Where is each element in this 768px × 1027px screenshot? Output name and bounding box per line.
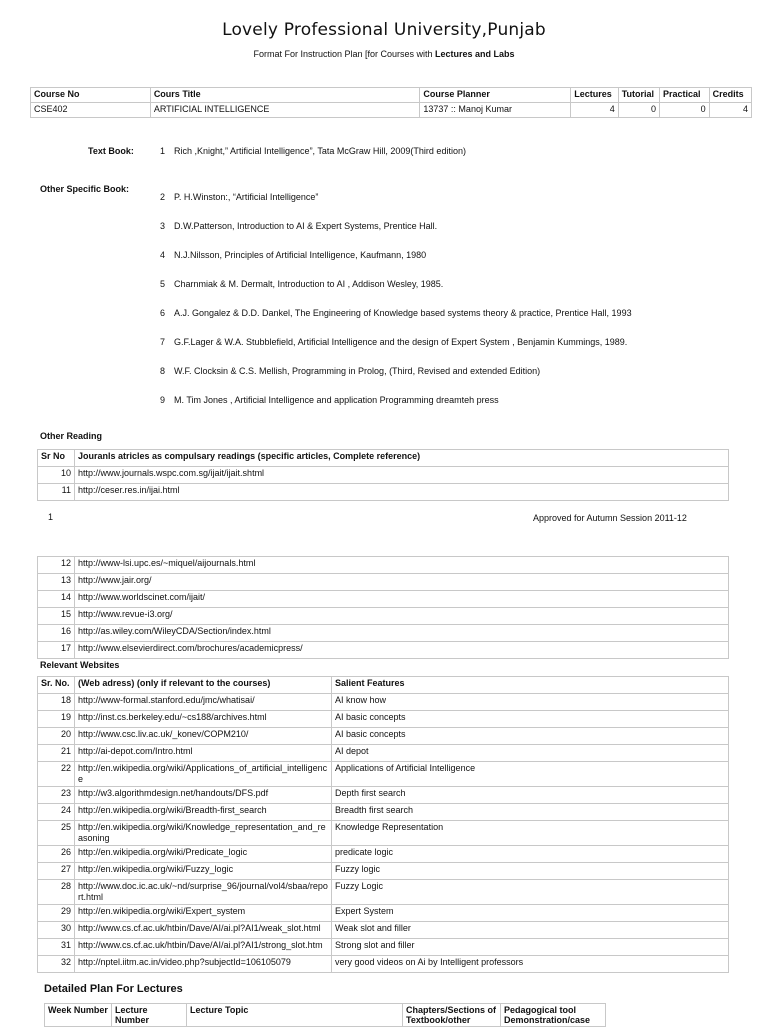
table-row — [38, 922, 729, 939]
salient-feature: Depth first search — [332, 787, 729, 804]
lecture-header-cell: Lecture Number — [112, 1004, 187, 1027]
website-link[interactable]: http://nptel.iitm.ac.in/video.php?subjectId=106105079 — [75, 956, 332, 973]
course-data-row — [31, 103, 752, 118]
website-link[interactable]: http://en.wikipedia.org/wiki/Applications_of_artificial_intelligence — [75, 762, 332, 787]
website-link[interactable]: http://www-formal.stanford.edu/jmc/whatisai/ — [75, 694, 332, 711]
book-item: 5 Charnmiak & M. Dermalt, Introduction to AI , Addison Wesley, 1985. — [160, 279, 444, 289]
book-item: 2 P. H.Winston:, “Artificial Intelligence” — [160, 192, 319, 202]
sr-no: 12 — [38, 557, 75, 574]
website-link[interactable]: http://www.doc.ic.ac.uk/~nd/surprise_96/journal/vol4/sbaa/report.html — [75, 880, 332, 905]
table-row — [38, 574, 729, 591]
book-item: 4 N.J.Nilsson, Principles of Artificial Intelligence, Kaufmann, 1980 — [160, 250, 427, 260]
table-row — [38, 642, 729, 659]
salient-feature: Strong slot and filler — [332, 939, 729, 956]
salient-feature: Applications of Artificial Intelligence — [332, 762, 729, 787]
subtitle-bold: Lectures and Labs — [435, 49, 515, 59]
sr-no: 29 — [38, 905, 75, 922]
sr-no: 17 — [38, 642, 75, 659]
table-row — [38, 863, 729, 880]
table-row — [38, 804, 729, 821]
approval-note: Approved for Autumn Session 2011-12 — [533, 513, 687, 523]
table-row — [38, 821, 729, 846]
table-row — [38, 557, 729, 574]
salient-feature: Weak slot and filler — [332, 922, 729, 939]
salient-feature: Breadth first search — [332, 804, 729, 821]
lecture-header-cell: Lecture Topic — [187, 1004, 403, 1027]
sr-no: 19 — [38, 711, 75, 728]
table-row — [38, 787, 729, 804]
sr-no: 32 — [38, 956, 75, 973]
lecture-header-row — [45, 1004, 606, 1027]
lecture-header-cell: Chapters/Sections of Textbook/other — [403, 1004, 501, 1027]
website-link[interactable]: http://www.cs.cf.ac.uk/htbin/Dave/AI/ai.pl?AI1/strong_slot.htm — [75, 939, 332, 956]
page-number: 1 — [48, 512, 54, 522]
sr-no: 30 — [38, 922, 75, 939]
salient-feature: AI depot — [332, 745, 729, 762]
tutorial-count: 0 — [618, 103, 659, 118]
website-link[interactable]: http://www.cs.cf.ac.uk/htbin/Dave/AI/ai.pl?AI1/weak_slot.html — [75, 922, 332, 939]
salient-feature: Fuzzy logic — [332, 863, 729, 880]
relevant-websites-table — [37, 676, 729, 973]
website-link[interactable]: http://en.wikipedia.org/wiki/Expert_system — [75, 905, 332, 922]
course-header-cell: Cours Title — [150, 88, 420, 103]
course-header-cell: Course Planner — [420, 88, 571, 103]
journal-link[interactable]: http://as.wiley.com/WileyCDA/Section/index.html — [75, 625, 729, 642]
journal-header-row — [38, 450, 729, 467]
course-header-cell: Practical — [660, 88, 710, 103]
subtitle-prefix: Format For Instruction Plan [for Courses with — [253, 49, 436, 59]
table-row — [38, 591, 729, 608]
table-row — [38, 711, 729, 728]
table-row — [38, 745, 729, 762]
table-row — [38, 728, 729, 745]
relevant-websites-label: Relevant Websites — [40, 660, 120, 670]
lecture-header-cell: Week Number — [45, 1004, 112, 1027]
sr-no: 22 — [38, 762, 75, 787]
journal-header-cell: Jouranls atricles as compulsary readings (specific articles, Complete reference) — [75, 450, 729, 467]
sr-no: 23 — [38, 787, 75, 804]
sr-no: 26 — [38, 846, 75, 863]
journal-link[interactable]: http://www.jair.org/ — [75, 574, 729, 591]
lectures-count: 4 — [571, 103, 619, 118]
course-no: CSE402 — [31, 103, 151, 118]
salient-feature: AI basic concepts — [332, 728, 729, 745]
table-row — [38, 956, 729, 973]
sr-no: 14 — [38, 591, 75, 608]
text-book-item: 1 Rich ,Knight,” Artificial Intelligence”, Tata McGraw Hill, 2009(Third edition) — [160, 146, 466, 156]
detailed-plan-title: Detailed Plan For Lectures — [44, 983, 183, 995]
other-books-label: Other Specific Book: — [40, 184, 130, 194]
book-item: 3 D.W.Patterson, Introduction to AI & Expert Systems, Prentice Hall. — [160, 221, 438, 231]
journal-link[interactable]: http://ceser.res.in/ijai.html — [75, 484, 729, 501]
sr-no: 13 — [38, 574, 75, 591]
sr-no: 16 — [38, 625, 75, 642]
sr-no: 18 — [38, 694, 75, 711]
website-link[interactable]: http://en.wikipedia.org/wiki/Fuzzy_logic — [75, 863, 332, 880]
website-link[interactable]: http://ai-depot.com/Intro.html — [75, 745, 332, 762]
website-link[interactable]: http://www.csc.liv.ac.uk/_konev/COPM210/ — [75, 728, 332, 745]
sr-no: 15 — [38, 608, 75, 625]
websites-header-cell: Sr. No. — [38, 677, 75, 694]
table-row — [38, 880, 729, 905]
university-title: Lovely Professional University,Punjab — [222, 20, 546, 40]
course-header-cell: Lectures — [571, 88, 619, 103]
salient-feature: AI know how — [332, 694, 729, 711]
journal-header-cell: Sr No — [38, 450, 75, 467]
sr-no: 31 — [38, 939, 75, 956]
sr-no: 10 — [38, 467, 75, 484]
course-header-cell: Credits — [709, 88, 751, 103]
table-row — [38, 484, 729, 501]
book-item: 7 G.F.Lager & W.A. Stubblefield, Artificial Intelligence and the design of Expert System , Benjamin Kummings, 1989. — [160, 337, 628, 347]
table-row — [38, 625, 729, 642]
table-row — [38, 608, 729, 625]
sr-no: 11 — [38, 484, 75, 501]
book-item: 8 W.F. Clocksin & C.S. Mellish, Programming in Prolog, (Third, Revised and extended Edition) — [160, 366, 541, 376]
book-item: 6 A.J. Gongalez & D.D. Dankel, The Engineering of Knowledge based systems theory & practice, Prentice Hall, 1993 — [160, 308, 632, 318]
course-info-table — [30, 87, 752, 118]
salient-feature: Expert System — [332, 905, 729, 922]
book-item: 9 M. Tim Jones , Artificial Intelligence and application Programming dreamteh press — [160, 395, 499, 405]
salient-feature: predicate logic — [332, 846, 729, 863]
journal-link[interactable]: http://www.revue-i3.org/ — [75, 608, 729, 625]
website-link[interactable]: http://en.wikipedia.org/wiki/Predicate_logic — [75, 846, 332, 863]
table-row — [38, 762, 729, 787]
table-row — [38, 694, 729, 711]
practical-count: 0 — [660, 103, 710, 118]
websites-header-cell: Salient Features — [332, 677, 729, 694]
text-book-label: Text Book: — [88, 146, 134, 156]
plan-format-subtitle — [0, 49, 768, 59]
sr-no: 28 — [38, 880, 75, 905]
course-header-cell: Course No — [31, 88, 151, 103]
sr-no: 25 — [38, 821, 75, 846]
websites-header-cell: (Web adress) (only if relevant to the courses) — [75, 677, 332, 694]
course-title: ARTIFICIAL INTELLIGENCE — [150, 103, 420, 118]
course-planner: 13737 :: Manoj Kumar — [420, 103, 571, 118]
sr-no: 20 — [38, 728, 75, 745]
journal-link[interactable]: http://www.worldscinet.com/ijait/ — [75, 591, 729, 608]
website-link[interactable]: http://en.wikipedia.org/wiki/Breadth-first_search — [75, 804, 332, 821]
lecture-plan-table — [44, 1003, 606, 1027]
credits-count: 4 — [709, 103, 751, 118]
sr-no: 27 — [38, 863, 75, 880]
salient-feature: Knowledge Representation — [332, 821, 729, 846]
journal-link[interactable]: http://www-lsi.upc.es/~miquel/aijournals.html — [75, 557, 729, 574]
salient-feature: Fuzzy Logic — [332, 880, 729, 905]
salient-feature: AI basic concepts — [332, 711, 729, 728]
lecture-header-cell: Pedagogical tool Demonstration/case — [501, 1004, 606, 1027]
course-header-cell: Tutorial — [618, 88, 659, 103]
sr-no: 24 — [38, 804, 75, 821]
sr-no: 21 — [38, 745, 75, 762]
other-reading-label: Other Reading — [40, 431, 103, 441]
salient-feature: very good videos on Ai by Intelligent professors — [332, 956, 729, 973]
website-link[interactable]: http://w3.algorithmdesign.net/handouts/DFS.pdf — [75, 787, 332, 804]
website-link[interactable]: http://en.wikipedia.org/wiki/Knowledge_representation_and_reasoning — [75, 821, 332, 846]
website-link[interactable]: http://inst.cs.berkeley.edu/~cs188/archives.html — [75, 711, 332, 728]
websites-header-row — [38, 677, 729, 694]
journal-link[interactable]: http://www.journals.wspc.com.sg/ijait/ijait.shtml — [75, 467, 729, 484]
table-row — [38, 467, 729, 484]
table-row — [38, 905, 729, 922]
journal-link[interactable]: http://www.elsevierdirect.com/brochures/academicpress/ — [75, 642, 729, 659]
journal-articles-table — [37, 449, 729, 501]
table-row — [38, 939, 729, 956]
journal-articles-table-continued — [37, 556, 729, 659]
table-row — [38, 846, 729, 863]
course-header-row — [31, 88, 752, 103]
